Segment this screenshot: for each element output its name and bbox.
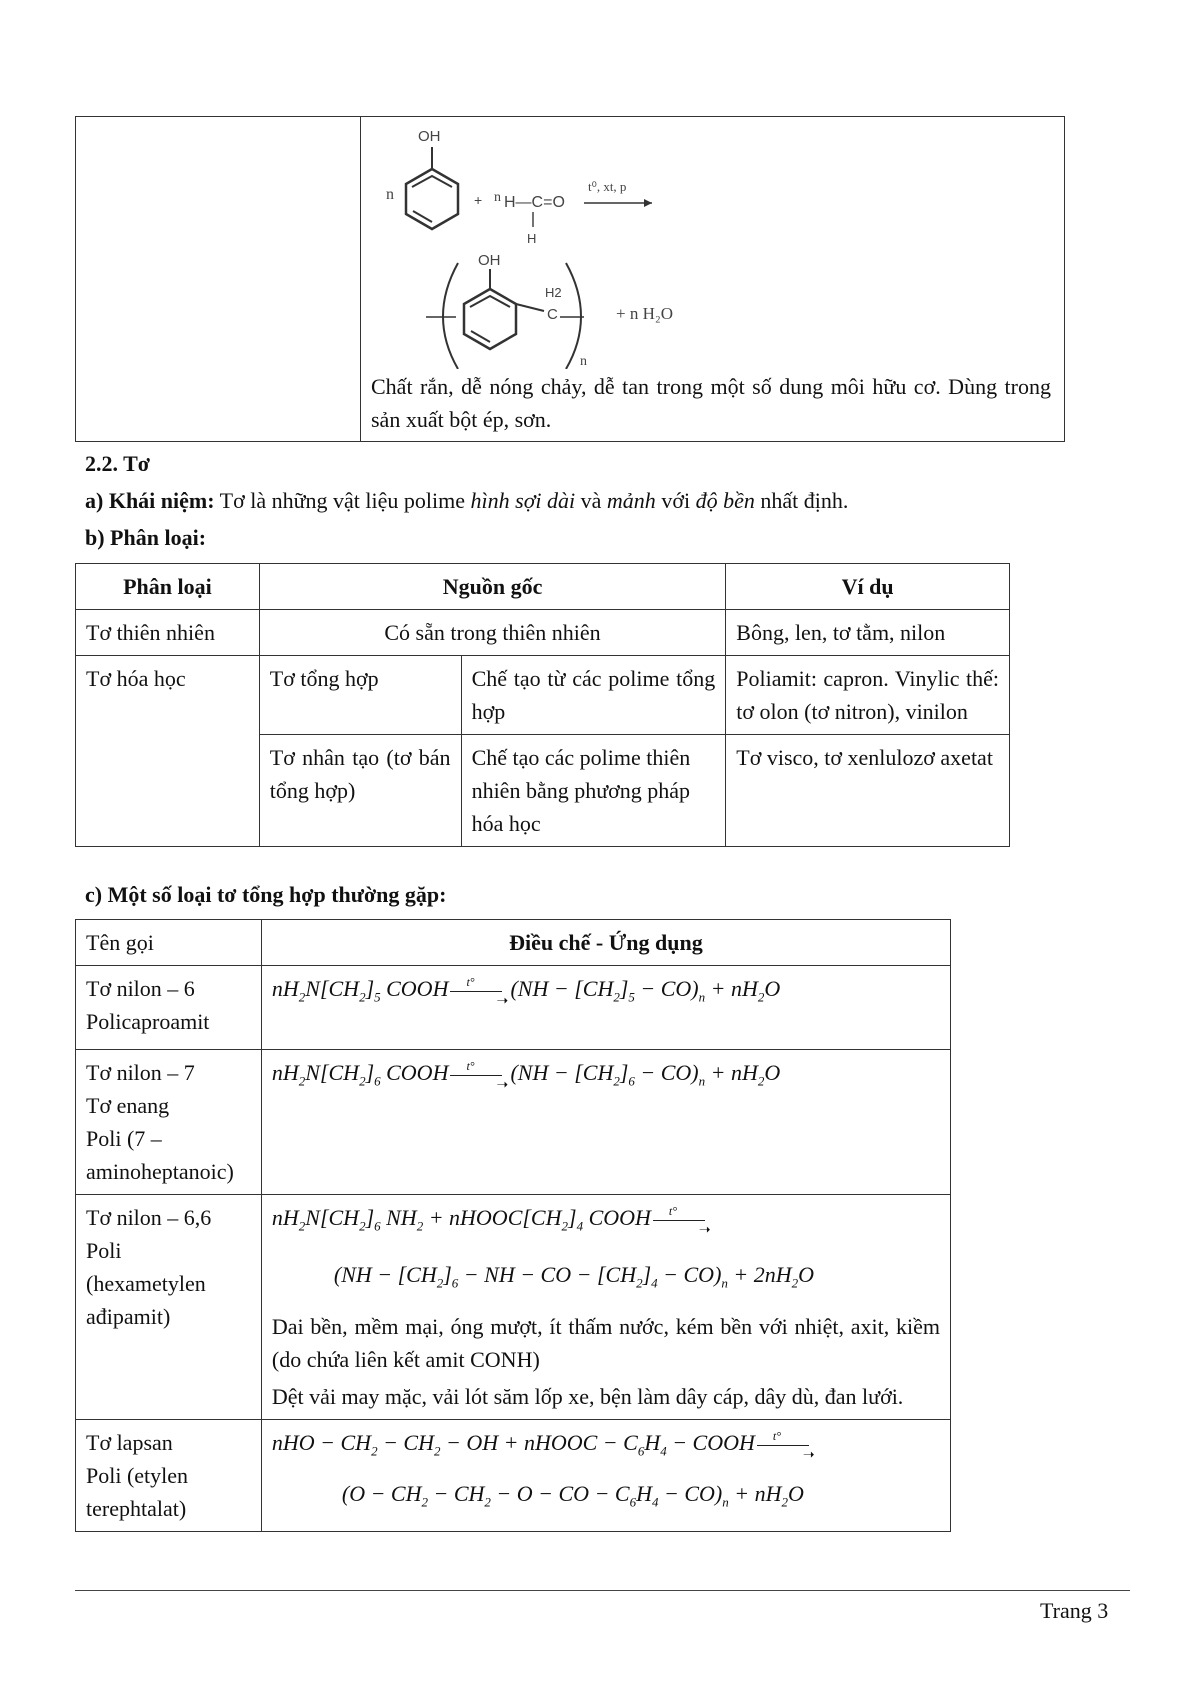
formaldehyde: H—C=O [504,194,565,211]
fiber-name-line: Tơ nilon – 6,6 [86,1205,212,1230]
col-header: Nguồn gốc [259,564,725,610]
table-header-row [76,564,1010,610]
product-h2-label: H2 [545,285,562,300]
arrow-condition: t° [772,1428,782,1443]
section-title: 2.2. Tơ [85,451,150,476]
table-row [76,1195,951,1420]
origin-cell: Chế tạo từ các polime tổng hợp [461,656,726,735]
product-n-label: n [580,354,587,369]
product-c-label: C [547,306,558,323]
example-cell: Bông, len, tơ tằm, nilon [726,610,1010,656]
fiber-name-line: Poli (etylen [86,1462,189,1488]
concept-em-3: độ bền [695,488,755,513]
fiber-name-line: Policaproamit [86,1009,210,1034]
equation-cell [261,1195,950,1420]
equation-cell [261,1050,950,1195]
col-header: Phân loại [76,564,260,610]
fiber-name-cell [76,1419,262,1531]
col-header: Ví dụ [726,564,1010,610]
oh-label: OH [418,128,441,145]
resin-description: Chất rắn, dễ nóng chảy, dễ tan trong một số dung môi hữu cơ. Dùng trong sản xuất bột ép, sơn. [371,374,1051,432]
arrow-condition: t° [466,1058,475,1073]
reaction-arrow: t° ➝ [448,980,510,1002]
formaldehyde-h: H [527,231,537,246]
reactant-n2: n [494,190,501,205]
fiber-name-line: Tơ nilon – 6 [86,976,195,1001]
fiber-name-line: terephtalat) [86,1495,187,1521]
equation-cell [261,966,950,1050]
common-fibers-label: c) Một số loại tơ tổng hợp thường gặp: [85,882,447,907]
concept-text-1: Tơ là những vật liệu polime [219,488,466,513]
fiber-name-line: Tơ lapsan [86,1429,173,1455]
phenol-formaldehyde-reaction [366,119,886,369]
origin-cell: Có sẵn trong thiên nhiên [259,610,725,656]
col-header: Điều chế - Ứng dụng [261,920,950,966]
fiber-name-cell [76,1050,262,1195]
lapsan-equation-line2: ($O - CH_2 - CH_2 - O$ − CO − $C_6H_4 - CO)_n + nH_2O$ [341,1481,804,1510]
nylon6-equation: $nH_2N[CH_2]_5$ COOH t° ➝ $(NH - [CH_2]_5 - CO)_n + nH_2O$ [272,972,940,1013]
col-header: Tên gọi [76,920,262,966]
nylon66-equation-line2: ($NH - [CH_2]_6$ − NH − CO − $[CH_2]_4 - CO)_n + 2nH_2O$ [333,1262,815,1291]
table-row [76,656,1010,735]
table-header-row [76,920,951,966]
fiber-name-line: Tơ enang [86,1093,170,1118]
table-row [76,610,1010,656]
reaction-conditions: t⁰, xt, p [588,179,627,194]
fiber-name-line: Poli (7 – [86,1126,162,1151]
fiber-name-line: (hexametylen [86,1271,206,1296]
plus-sign: + [474,192,483,208]
nylon66-equation-line1: $nH_2N[CH_2]_6$ $NH_2$ + $nHOOC[CH_2]_4$ COOH t° ➝ [272,1201,940,1242]
reaction-arrow: t° ➝ [448,1064,510,1086]
subtype-cell: Tơ nhân tạo (tơ bán tổng hợp) [259,735,461,847]
example-cell: Tơ visco, tơ xenlulozơ axetat [726,735,1010,847]
footer-rule [75,1590,1130,1591]
concept-em-1: hình sợi dài [470,488,576,513]
table-row [76,1050,951,1195]
equation-cell [261,1419,950,1531]
top-table [75,116,1065,442]
example-cell: Poliamit: capron. Vinylic thế: tơ olon (tơ nitron), vinilon [726,656,1010,735]
fiber-name-line: ađipamit) [86,1304,171,1329]
nylon66-properties: Dai bền, mềm mại, óng mượt, ít thấm nước, kém bền với nhiệt, axit, kiềm (do chứa liên kết amit CONH) [271,1313,940,1372]
reactant-n: n [386,186,394,203]
byproduct-water: + n H₂O [616,304,674,323]
type-cell: Tơ thiên nhiên [76,610,260,656]
reaction-arrow: t° ➝ [755,1434,817,1456]
subtype-cell: Tơ tổng hợp [259,656,461,735]
fiber-name-cell [76,966,262,1050]
concept-text-2: và [580,488,602,513]
table-row [76,966,951,1050]
arrow-condition: t° [668,1203,678,1218]
origin-cell: Chế tạo các polime thiên nhiên bằng phương pháp hóa học [461,735,726,847]
arrow-condition: t° [466,974,475,989]
type-cell: Tơ hóa học [76,656,260,847]
fiber-name-line: aminoheptanoic) [86,1159,234,1184]
concept-text-4: nhất định. [760,488,849,513]
reaction-arrow: t° ➝ [651,1209,713,1231]
table-row [76,1419,951,1531]
product-oh-label: OH [478,252,501,269]
fiber-name-line: Tơ nilon – 7 [86,1060,195,1085]
concept-paragraph [85,488,848,514]
classification-label: b) Phân loại: [85,525,207,550]
lapsan-equation-line1: nHO − $CH_2 - CH_2$ − OH + nHOOC − $C_6H_4$ − COOH t° ➝ [272,1426,940,1467]
concept-label: a) Khái niệm: [85,488,215,513]
fiber-table [75,919,951,1532]
concept-em-2: mảnh [606,488,656,513]
fiber-name-cell [76,1195,262,1420]
page-number: Trang 3 [1040,1598,1109,1623]
fiber-name-line: Poli [86,1238,122,1263]
concept-text-3: với [661,488,691,513]
classification-table [75,563,1010,847]
top-table-divider [360,117,361,441]
nylon66-uses: Dệt vải may mặc, vải lót săm lốp xe, bện làm dây cáp, dây dù, đan lưới. [271,1383,904,1409]
nylon7-equation: $nH_2N[CH_2]_6$ COOH t° ➝ $(NH - [CH_2]_6 - CO)_n + nH_2O$ [272,1056,940,1097]
